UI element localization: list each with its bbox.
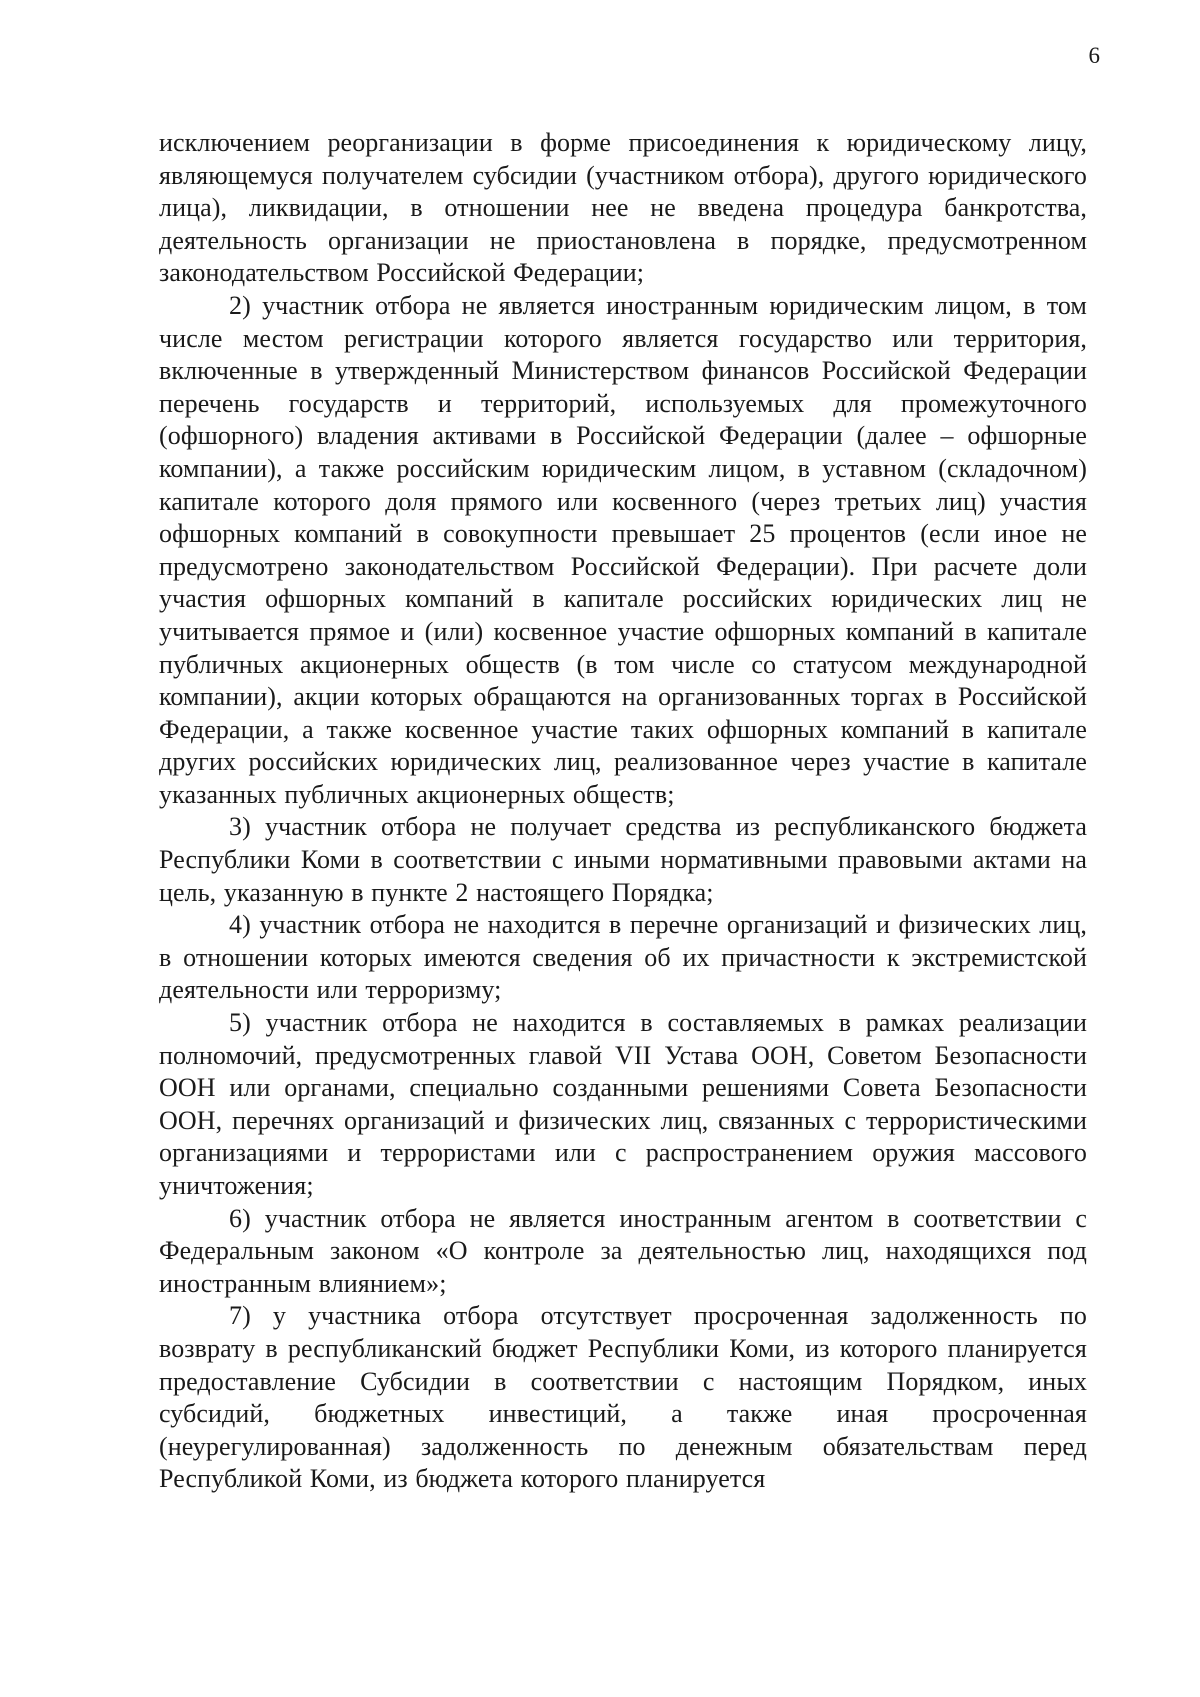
paragraph-item-3: 3) участник отбора не получает средства из республиканского бюджета Республики Коми в соответствии с иными нормативными правовыми актами на цель, указанную в пункте 2 настоящего Порядка; <box>159 812 1087 907</box>
paragraph-item-2: 2) участник отбора не является иностранным юридическим лицом, в том числе местом регистрации которого является государство или территория, включенные в утвержденный Министерством финансов Российской Федерации перечень государств и территорий, используемых для промежуточного (офшорного) владения активами в Российской Федерации (далее – офшорные компании), а также российским юридическим лицом, в уставном (складочном) капитале которого доля прямого или косвенного (через третьих лиц) участия офшорных компаний в совокупности превышает 25 процентов (если иное не предусмотрено законодательством Российской Федерации). При расчете доли участия офшорных компаний в капитале российских юридических лиц не учитывается прямое и (или) косвенное участие офшорных компаний в капитале публичных акционерных обществ (в том числе со статусом международной компании), акции которых обращаются на организованных торгах в Российской Федерации, а также косвенное участие таких офшорных компаний в капитале других российских юридических лиц, реализованное через участие в капитале указанных публичных акционерных обществ; <box>159 290 1087 809</box>
document-body <box>159 127 1087 1496</box>
paragraph-item-5: 5) участник отбора не находится в составляемых в рамках реализации полномочий, предусмотренных главой VII Устава ООН, Советом Безопасности ООН или органами, специально созданными решениями Совета Безопасности ООН, перечнях организаций и физических лиц, связанных с террористическими организациями и террористами или с распространением оружия массового уничтожения; <box>159 1008 1087 1200</box>
paragraph-continuation: исключением реорганизации в форме присоединения к юридическому лицу, являющемуся получателем субсидии (участником отбора), другого юридического лица), ликвидации, в отношении нее не введена процедура банкротства, деятельность организации не приостановлена в порядке, предусмотренном законодательством Российской Федерации; <box>159 128 1087 288</box>
paragraph-item-6: 6) участник отбора не является иностранным агентом в соответствии с Федеральным законом «О контроле за деятельностью лиц, находящихся под иностранным влиянием»; <box>159 1203 1087 1298</box>
page-number: 6 <box>1088 43 1100 68</box>
paragraph-item-4: 4) участник отбора не находится в перечне организаций и физических лиц, в отношении которых имеются сведения об их причастности к экстремистской деятельности или терроризму; <box>159 910 1087 1005</box>
paragraph-item-7: 7) у участника отбора отсутствует просроченная задолженность по возврату в республиканский бюджет Республики Коми, из которого планируется предоставление Субсидии в соответствии с настоящим Порядком, иных субсидий, бюджетных инвестиций, а также иная просроченная (неурегулированная) задолженность по денежным обязательствам перед Республикой Коми, из бюджета которого планируется <box>159 1301 1087 1494</box>
